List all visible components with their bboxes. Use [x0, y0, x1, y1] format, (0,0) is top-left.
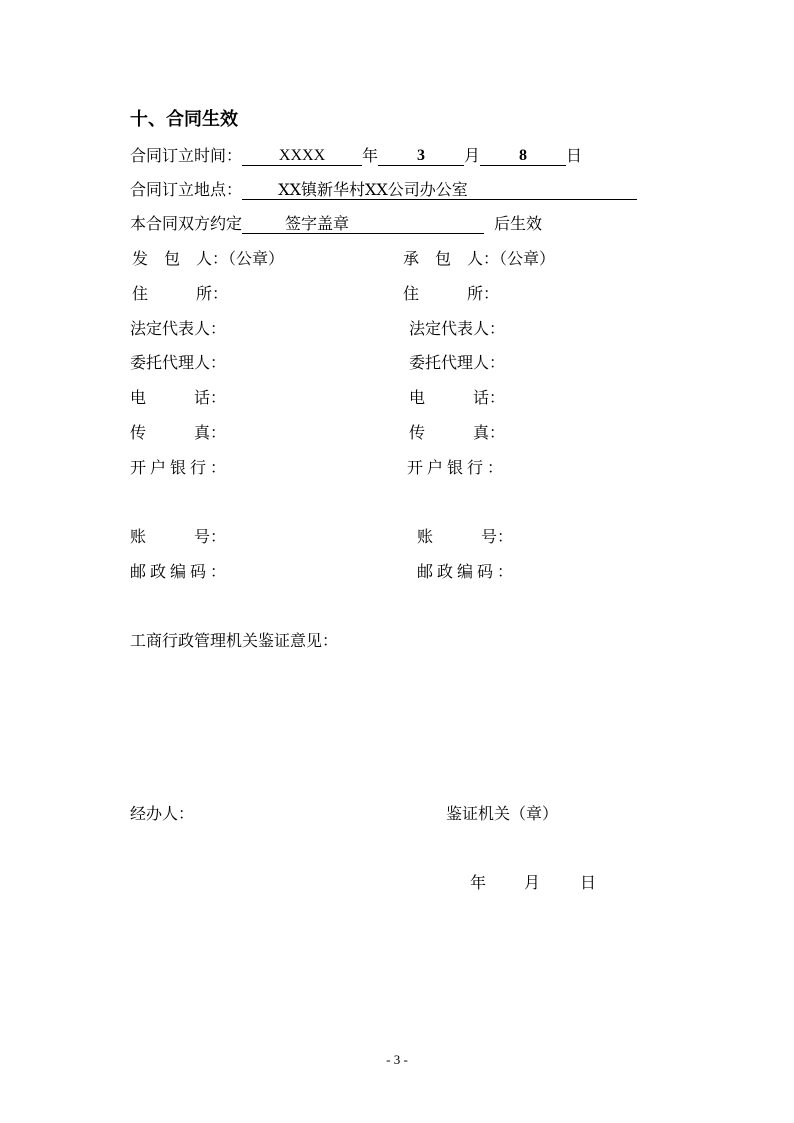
employer-title: 发 包 人：（公章） — [132, 249, 285, 268]
contractor-address: 住 所： — [403, 284, 500, 303]
contractor-agent: 委托代理人： — [409, 353, 506, 372]
date-day-label: 日 — [580, 873, 597, 892]
contractor-title: 承 包 人：（公章） — [403, 249, 556, 268]
verification-opinion-label: 工商行政管理机关鉴证意见： — [130, 631, 339, 650]
contractor-bank: 开户银行： — [407, 458, 508, 477]
contractor-account: 账 号： — [417, 527, 514, 546]
sign-month-value: 3 — [378, 146, 464, 166]
employer-bank: 开户银行： — [130, 458, 231, 477]
handler-label: 经办人： — [130, 804, 195, 823]
employer-account: 账 号： — [130, 527, 227, 546]
sign-day-unit: 日 — [566, 146, 583, 165]
contractor-legal-rep: 法定代表人： — [409, 319, 506, 338]
page-number: - 3 - — [386, 1052, 408, 1067]
agreement-prefix: 本合同双方约定 — [130, 214, 243, 233]
sign-year-value: XXXX — [242, 146, 362, 166]
section-title: 十、合同生效 — [130, 109, 238, 130]
authority-label: 鉴证机关（章） — [446, 804, 559, 823]
sign-day-value: 8 — [480, 146, 566, 166]
sign-time-row — [130, 146, 582, 166]
date-month-label: 月 — [524, 873, 541, 892]
employer-fax: 传 真： — [130, 423, 227, 442]
agreement-row — [130, 214, 542, 234]
employer-address: 住 所： — [132, 284, 229, 303]
date-year-label: 年 — [470, 873, 487, 892]
employer-phone: 电 话： — [130, 388, 227, 407]
contractor-fax: 传 真： — [409, 423, 506, 442]
sign-place-value: XX镇新华村XX公司办公室 — [278, 180, 468, 199]
sign-place-row — [130, 180, 637, 200]
sign-place-label: 合同订立地点： — [130, 180, 243, 199]
contractor-postcode: 邮政编码： — [417, 562, 518, 581]
employer-agent: 委托代理人： — [130, 353, 227, 372]
employer-postcode: 邮政编码： — [130, 562, 231, 581]
agreement-value: 签字盖章 — [285, 214, 350, 233]
employer-legal-rep: 法定代表人： — [130, 319, 227, 338]
agreement-suffix: 后生效 — [494, 214, 543, 233]
contractor-phone: 电 话： — [409, 388, 506, 407]
sign-month-unit: 月 — [464, 146, 481, 165]
sign-time-label: 合同订立时间： — [130, 146, 243, 165]
sign-year-unit: 年 — [362, 146, 379, 165]
